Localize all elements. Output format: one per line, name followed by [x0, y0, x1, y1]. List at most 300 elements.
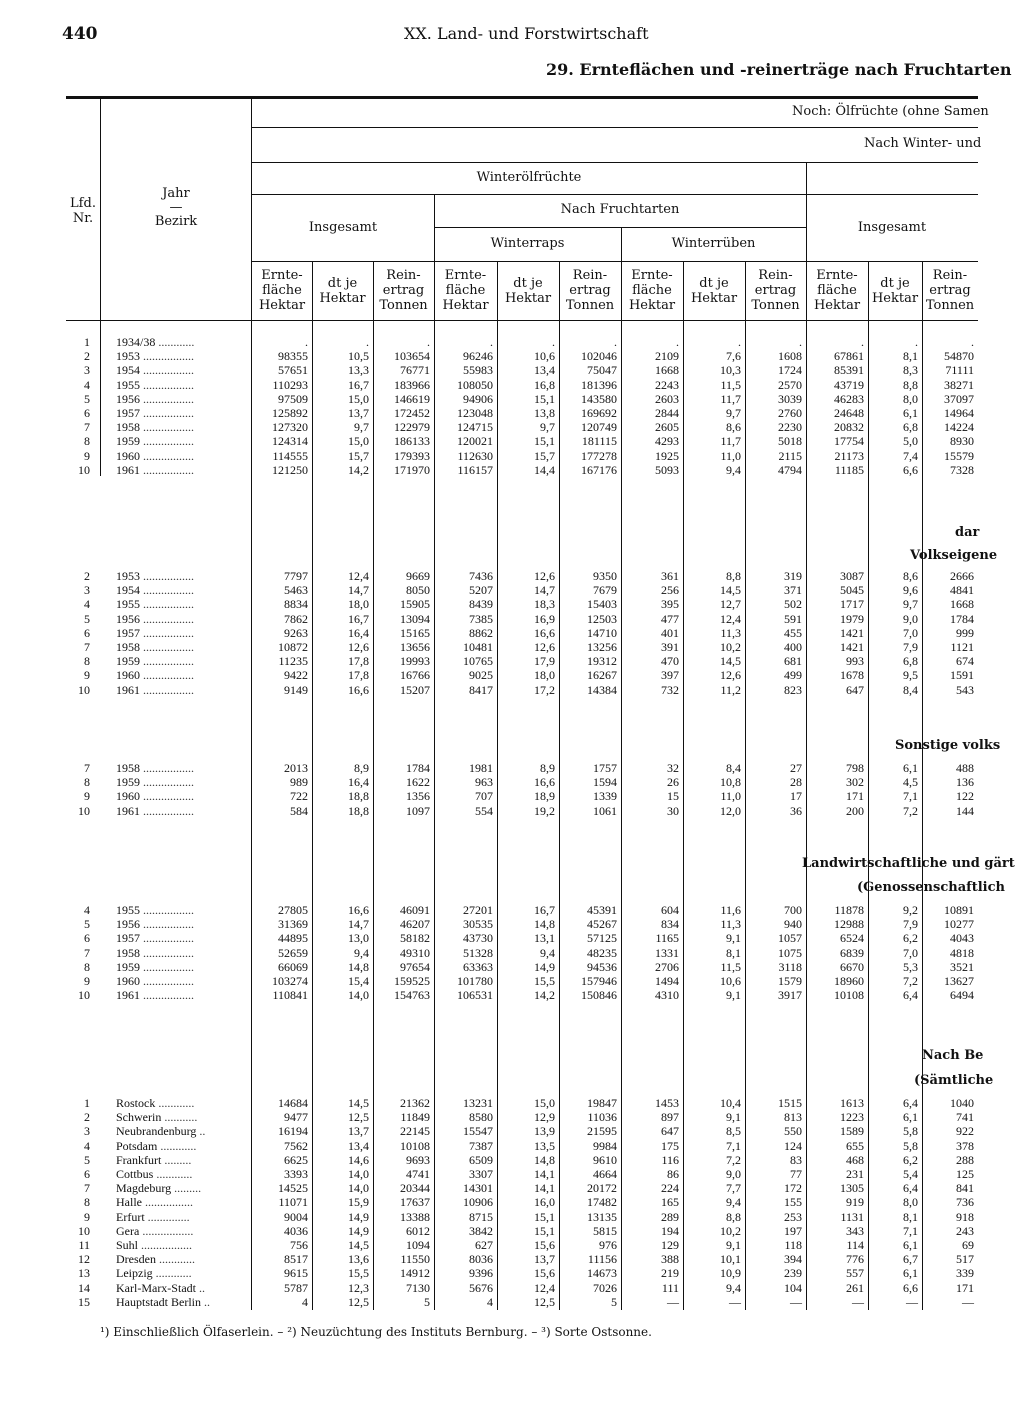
cell-value: 841 — [956, 1181, 974, 1196]
table-row — [0, 805, 1024, 818]
cell-value: 1717 — [840, 597, 864, 612]
cell-value: 7,7 — [726, 1181, 741, 1196]
header-insgesamt: Insgesamt — [308, 220, 378, 235]
rule-fruchtarten — [434, 227, 806, 228]
cell-value: 16,6 — [348, 903, 369, 917]
cell-value: 98355 — [278, 349, 308, 364]
table-row — [0, 790, 1024, 803]
cell-value: 6625 — [284, 1152, 308, 1167]
section-label: Landwirtschaftliche und gärt — [802, 856, 1015, 871]
section-label: dar — [955, 525, 980, 540]
row-label: 1957 ................. — [116, 931, 194, 946]
cell-value: 550 — [784, 1124, 802, 1139]
row-label: 1959 ................. — [116, 775, 194, 790]
cell-value: 7,2 — [726, 1152, 741, 1167]
cell-value: 17 — [790, 789, 802, 804]
cell-value: 897 — [661, 1110, 679, 1125]
cell-value: 12,6 — [534, 640, 555, 654]
cell-value: 57651 — [278, 363, 308, 378]
row-number: 7 — [84, 761, 90, 775]
cell-value: 17482 — [587, 1195, 617, 1210]
cell-value: 120749 — [581, 420, 617, 435]
cell-value: 1678 — [840, 668, 864, 683]
header-bottom-rule — [66, 320, 978, 321]
cell-value: 49310 — [400, 945, 430, 960]
cell-value: 96246 — [463, 349, 493, 364]
cell-value: 19,2 — [534, 803, 555, 818]
cell-value: 12,4 — [534, 1280, 555, 1295]
row-number: 13 — [78, 1266, 90, 1281]
cell-value: 11,5 — [720, 377, 741, 392]
cell-value: 12,5 — [534, 1294, 555, 1309]
cell-value: 502 — [784, 597, 802, 612]
cell-value: 13,5 — [534, 1138, 555, 1153]
cell-value: 11185 — [834, 462, 864, 477]
row-number: 11 — [78, 1238, 90, 1252]
cell-value: 110293 — [272, 377, 308, 392]
cell-value: 6670 — [840, 959, 864, 974]
cell-value: 10,5 — [348, 349, 369, 364]
cell-value: 10,2 — [720, 1223, 741, 1238]
cell-value: 83 — [790, 1152, 802, 1167]
table-row — [0, 1211, 1024, 1224]
cell-value: 11849 — [400, 1110, 430, 1125]
row-label: Leipzig ............ — [116, 1266, 192, 1281]
cell-value: 9477 — [284, 1110, 308, 1125]
cell-value: 15,0 — [348, 434, 369, 449]
cell-value: 700 — [784, 903, 802, 917]
table-row — [0, 655, 1024, 668]
cell-value: 16,9 — [534, 611, 555, 626]
cell-value: 75047 — [587, 363, 617, 378]
cell-value: 15,6 — [534, 1238, 555, 1252]
cell-value: 14,7 — [348, 917, 369, 932]
row-label: Dresden ............ — [116, 1252, 195, 1267]
cell-value: 7328 — [950, 462, 974, 477]
cell-value: 7679 — [593, 583, 617, 598]
cell-value: 30535 — [463, 917, 493, 932]
cell-value: 10,6 — [720, 974, 741, 988]
cell-value: 94906 — [463, 391, 493, 406]
cell-value: 813 — [784, 1110, 802, 1125]
cell-value: 46283 — [834, 391, 864, 406]
cell-value: 10481 — [463, 640, 493, 654]
cell-value: 15,1 — [534, 434, 555, 449]
cell-value: 14,8 — [348, 959, 369, 974]
cell-value: 67861 — [834, 349, 864, 364]
cell-value: 14,5 — [720, 654, 741, 669]
row-label: 1960 ................. — [116, 974, 194, 988]
cell-value: 32 — [667, 761, 679, 775]
cell-value: 125 — [956, 1167, 974, 1181]
row-label: Cottbus ............ — [116, 1167, 193, 1181]
cell-value: 13135 — [587, 1209, 617, 1224]
cell-value: 52659 — [278, 945, 308, 960]
cell-value: 10,4 — [720, 1096, 741, 1110]
cell-value: 8,8 — [726, 569, 741, 583]
cell-value: 756 — [290, 1238, 308, 1252]
cell-value: 7797 — [284, 569, 308, 583]
cell-value: 2706 — [655, 959, 679, 974]
row-label: 1956 ................. — [116, 917, 194, 932]
header-winteroelfruechte: Winterölfrüchte — [476, 170, 582, 185]
row-label: Erfurt .............. — [116, 1209, 190, 1224]
cell-value: 11,3 — [720, 625, 741, 640]
cell-value: 10,1 — [720, 1252, 741, 1267]
cell-value: 1331 — [655, 945, 679, 960]
cell-value: 11,6 — [720, 903, 741, 917]
header-dash: — — [169, 200, 183, 215]
row-number: 9 — [84, 789, 90, 804]
cell-value: 15165 — [400, 625, 430, 640]
cell-value: 6,1 — [903, 761, 918, 775]
cell-value: 183966 — [394, 377, 430, 392]
row-label: 1954 ................. — [116, 583, 194, 598]
cell-value: 3393 — [284, 1167, 308, 1181]
subheader-rein: Rein- ertrag Tonnen — [379, 268, 428, 313]
cell-value: 108050 — [457, 377, 493, 392]
cell-value: 13388 — [400, 1209, 430, 1224]
cell-value: 14384 — [587, 682, 617, 697]
cell-value: 963 — [475, 775, 493, 790]
cell-value: 722 — [290, 789, 308, 804]
cell-value: 9396 — [469, 1266, 493, 1281]
cell-value: 391 — [661, 640, 679, 654]
cell-value: 14525 — [278, 1181, 308, 1196]
cell-value: 16,6 — [534, 775, 555, 790]
cell-value: 14,2 — [348, 462, 369, 477]
cell-value: 19312 — [587, 654, 617, 669]
cell-value: 400 — [784, 640, 802, 654]
cell-value: 394 — [784, 1252, 802, 1267]
cell-value: 165 — [661, 1195, 679, 1210]
row-number: 2 — [84, 569, 90, 583]
cell-value: 1594 — [593, 775, 617, 790]
cell-value: 1668 — [655, 363, 679, 378]
cell-value: 27805 — [278, 903, 308, 917]
cell-value: 3118 — [778, 959, 802, 974]
cell-value: 124715 — [457, 420, 493, 435]
cell-value: 4 — [302, 1294, 308, 1309]
cell-value: 172 — [784, 1181, 802, 1196]
cell-value: 10108 — [834, 988, 864, 1003]
row-number: 7 — [84, 945, 90, 960]
cell-value: . — [676, 335, 679, 349]
row-label: Frankfurt ......... — [116, 1152, 192, 1167]
cell-value: 5463 — [284, 583, 308, 598]
row-number: 14 — [78, 1280, 90, 1295]
cell-value: 179393 — [394, 448, 430, 463]
cell-value: 470 — [661, 654, 679, 669]
row-number: 9 — [84, 448, 90, 463]
row-label: 1961 ................. — [116, 462, 194, 477]
cell-value: 8,5 — [726, 1124, 741, 1139]
cell-value: 8050 — [406, 583, 430, 598]
header-winterraps: Winterraps — [490, 236, 565, 251]
cell-value: 5787 — [284, 1280, 308, 1295]
cell-value: 14,0 — [348, 988, 369, 1003]
cell-value: . — [427, 335, 430, 349]
subheader-dtje: dt je Hektar — [319, 276, 366, 306]
cell-value: 834 — [661, 917, 679, 932]
cell-value: 2013 — [284, 761, 308, 775]
cell-value: 9,1 — [726, 1238, 741, 1252]
cell-value: 1057 — [778, 931, 802, 946]
cell-value: 7130 — [406, 1280, 430, 1295]
table-row — [0, 379, 1024, 392]
cell-value: 388 — [661, 1252, 679, 1267]
row-label: Potsdam ............ — [116, 1138, 197, 1153]
cell-value: . — [490, 335, 493, 349]
row-label: 1955 ................. — [116, 377, 194, 392]
row-label: Halle ................ — [116, 1195, 193, 1210]
cell-value: 4841 — [950, 583, 974, 598]
cell-value: 9,4 — [540, 945, 555, 960]
cell-value: 16194 — [278, 1124, 308, 1139]
cell-value: 12,6 — [534, 569, 555, 583]
cell-value: 27 — [790, 761, 802, 775]
cell-value: 591 — [784, 611, 802, 626]
cell-value: 14224 — [944, 420, 974, 435]
cell-value: 543 — [956, 682, 974, 697]
rule-subheader — [252, 261, 978, 262]
cell-value: 9,1 — [726, 1110, 741, 1125]
cell-value: 175 — [661, 1138, 679, 1153]
cell-value: 43719 — [834, 377, 864, 392]
row-number: 3 — [84, 363, 90, 378]
table-row — [0, 762, 1024, 775]
cell-value: 7562 — [284, 1138, 308, 1153]
cell-value: 15,0 — [348, 391, 369, 406]
cell-value: 154763 — [394, 988, 430, 1003]
row-number: 8 — [84, 775, 90, 790]
cell-value: 16,4 — [348, 775, 369, 790]
cell-value: 8517 — [284, 1252, 308, 1267]
cell-value: 1305 — [840, 1181, 864, 1196]
cell-value: 43730 — [463, 931, 493, 946]
cell-value: 171 — [956, 1280, 974, 1295]
table-row — [0, 1196, 1024, 1209]
cell-value: 14,1 — [534, 1181, 555, 1196]
cell-value: 16267 — [587, 668, 617, 683]
cell-value: 14,6 — [348, 1152, 369, 1167]
cell-value: . — [971, 335, 974, 349]
row-number: 7 — [84, 420, 90, 435]
table-row — [0, 1097, 1024, 1110]
row-label: 1960 ................. — [116, 789, 194, 804]
cell-value: 6,7 — [903, 1252, 918, 1267]
row-label: Suhl ................. — [116, 1238, 193, 1252]
row-label: 1955 ................. — [116, 597, 194, 612]
cell-value: 4794 — [778, 462, 802, 477]
table-row — [0, 1140, 1024, 1153]
cell-value: 9,4 — [354, 945, 369, 960]
subheader-rein: Rein- ertrag Tonnen — [751, 268, 800, 313]
cell-value: 9984 — [593, 1138, 617, 1153]
row-label: 1953 ................. — [116, 349, 194, 364]
cell-value: 171 — [846, 789, 864, 804]
cell-value: 6,8 — [903, 654, 918, 669]
cell-value: 1040 — [950, 1096, 974, 1110]
row-number: 8 — [84, 1195, 90, 1210]
row-label: 1956 ................. — [116, 611, 194, 626]
cell-value: 1075 — [778, 945, 802, 960]
cell-value: 732 — [661, 682, 679, 697]
cell-value: . — [861, 335, 864, 349]
cell-value: 9,6 — [903, 583, 918, 598]
table-row — [0, 1267, 1024, 1280]
row-number: 4 — [84, 377, 90, 392]
cell-value: 10906 — [463, 1195, 493, 1210]
cell-value: 15,1 — [534, 1209, 555, 1224]
cell-value: 76771 — [400, 363, 430, 378]
cell-value: 584 — [290, 803, 308, 818]
cell-value: 18,8 — [348, 803, 369, 818]
cell-value: 14964 — [944, 406, 974, 420]
cell-value: 12988 — [834, 917, 864, 932]
cell-value: 1979 — [840, 611, 864, 626]
cell-value: 736 — [956, 1195, 974, 1210]
cell-value: 14912 — [400, 1266, 430, 1281]
cell-value: 157946 — [581, 974, 617, 988]
cell-value: 77 — [790, 1167, 802, 1181]
row-label: 1959 ................. — [116, 959, 194, 974]
header-nach-fruchtarten: Nach Fruchtarten — [560, 202, 680, 217]
cell-value: 1622 — [406, 775, 430, 790]
cell-value: 54870 — [944, 349, 974, 364]
cell-value: 989 — [290, 775, 308, 790]
cell-value: 9,4 — [726, 1280, 741, 1295]
cell-value: 114555 — [272, 448, 308, 463]
cell-value: 116157 — [457, 462, 493, 477]
cell-value: 17637 — [400, 1195, 430, 1210]
cell-value: 16,8 — [534, 377, 555, 392]
cell-value: 655 — [846, 1138, 864, 1153]
cell-value: 19993 — [400, 654, 430, 669]
row-number: 10 — [78, 682, 90, 697]
cell-value: 6,4 — [903, 1181, 918, 1196]
cell-value: 1061 — [593, 803, 617, 818]
cell-value: 14710 — [587, 625, 617, 640]
cell-value: 11,3 — [720, 917, 741, 932]
cell-value: 19847 — [587, 1096, 617, 1110]
cell-value: 11,2 — [720, 682, 741, 697]
cell-value: 2570 — [778, 377, 802, 392]
cell-value: 97509 — [278, 391, 308, 406]
cell-value: 197 — [784, 1223, 802, 1238]
row-number: 9 — [84, 1209, 90, 1224]
cell-value: 15905 — [400, 597, 430, 612]
cell-value: 8862 — [469, 625, 493, 640]
table-row — [0, 598, 1024, 611]
row-number: 10 — [78, 803, 90, 818]
cell-value: 4036 — [284, 1223, 308, 1238]
cell-value: 30 — [667, 803, 679, 818]
cell-value: 7387 — [469, 1138, 493, 1153]
cell-value: 18960 — [834, 974, 864, 988]
cell-value: 186133 — [394, 434, 430, 449]
cell-value: 13,3 — [348, 363, 369, 378]
cell-value: 3307 — [469, 1167, 493, 1181]
cell-value: 12,6 — [348, 640, 369, 654]
cell-value: 136 — [956, 775, 974, 790]
cell-value: 11,0 — [720, 789, 741, 804]
table-row — [0, 1239, 1024, 1252]
cell-value: 9,2 — [903, 903, 918, 917]
cell-value: 8,8 — [903, 377, 918, 392]
row-number: 5 — [84, 611, 90, 626]
cell-value: 97654 — [400, 959, 430, 974]
cell-value: 5093 — [655, 462, 679, 477]
cell-value: 7436 — [469, 569, 493, 583]
row-label: 1957 ................. — [116, 406, 194, 420]
cell-value: 17,8 — [348, 654, 369, 669]
cell-value: 4 — [487, 1294, 493, 1309]
cell-value: 361 — [661, 569, 679, 583]
cell-value: . — [614, 335, 617, 349]
cell-value: 681 — [784, 654, 802, 669]
row-number: 12 — [78, 1252, 90, 1267]
cell-value: 101780 — [457, 974, 493, 988]
cell-value: 21362 — [400, 1096, 430, 1110]
row-number: 6 — [84, 931, 90, 946]
table-row — [0, 407, 1024, 420]
cell-value: 13,7 — [348, 406, 369, 420]
cell-value: 38271 — [944, 377, 974, 392]
cell-value: 45391 — [587, 903, 617, 917]
row-number: 8 — [84, 434, 90, 449]
cell-value: 7,2 — [903, 803, 918, 818]
cell-value: — — [729, 1294, 741, 1309]
table-row — [0, 1182, 1024, 1195]
row-label: 1961 ................. — [116, 803, 194, 818]
cell-value: 17,8 — [348, 668, 369, 683]
cell-value: 26 — [667, 775, 679, 790]
cell-value: 15,7 — [348, 448, 369, 463]
table-row — [0, 641, 1024, 654]
subheader-rein: Rein- ertrag Tonnen — [925, 268, 975, 313]
cell-value: 8,1 — [726, 945, 741, 960]
cell-value: 17,9 — [534, 654, 555, 669]
cell-value: 22145 — [400, 1124, 430, 1139]
cell-value: 371 — [784, 583, 802, 598]
cell-value: 2603 — [655, 391, 679, 406]
cell-value: . — [915, 335, 918, 349]
cell-value: 55983 — [463, 363, 493, 378]
cell-value: 9,4 — [726, 1195, 741, 1210]
cell-value: 10765 — [463, 654, 493, 669]
cell-value: 116 — [661, 1152, 679, 1167]
cell-value: — — [790, 1294, 802, 1309]
cell-value: 4043 — [950, 931, 974, 946]
cell-value: 6012 — [406, 1223, 430, 1238]
row-label: 1959 ................. — [116, 434, 194, 449]
cell-value: 11,7 — [720, 434, 741, 449]
cell-value: 13231 — [463, 1096, 493, 1110]
row-number: 5 — [84, 917, 90, 932]
table-row — [0, 961, 1024, 974]
cell-value: 231 — [846, 1167, 864, 1181]
cell-value: 604 — [661, 903, 679, 917]
cell-value: 13,7 — [348, 1124, 369, 1139]
cell-value: 10,9 — [720, 1266, 741, 1281]
cell-value: 707 — [475, 789, 493, 804]
cell-value: 1784 — [406, 761, 430, 775]
cell-value: 976 — [599, 1238, 617, 1252]
cell-value: 12,6 — [720, 668, 741, 683]
table-row — [0, 1111, 1024, 1124]
cell-value: 146619 — [394, 391, 430, 406]
